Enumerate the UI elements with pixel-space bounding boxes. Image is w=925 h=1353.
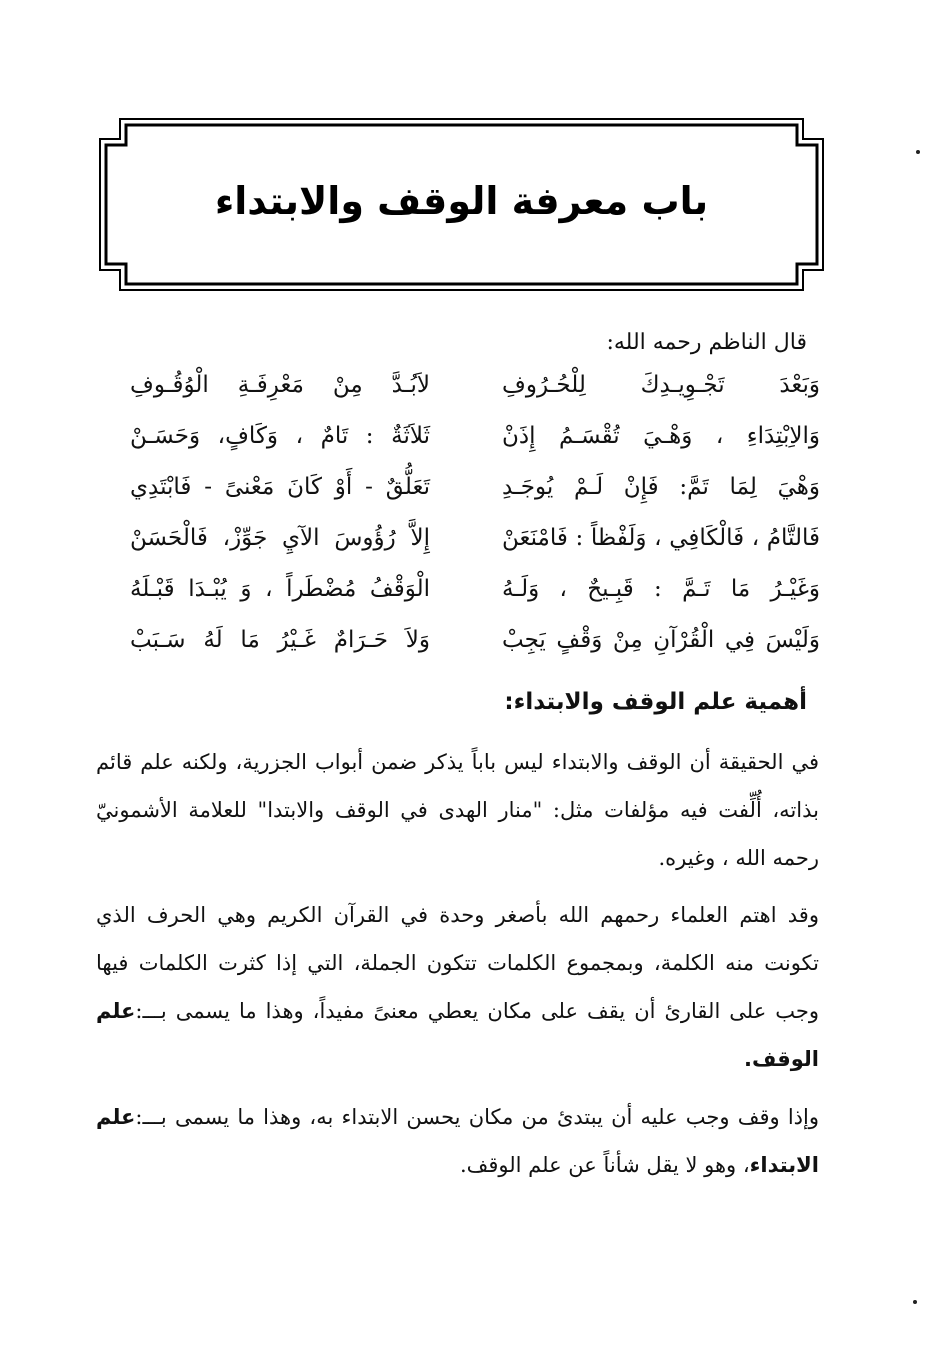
verse-second-hemistich: إِلاَّ رُؤُوسَ الآيِ جَوِّزْ، فَالْحَسَنْ (130, 525, 430, 551)
verse-first-hemistich: وَهْيَ لِمَا تَمَّ: فَإِنْ لَـمْ يُوجَـدِ (502, 474, 820, 500)
paragraph-3 (96, 1093, 819, 1189)
verse-row (120, 474, 820, 525)
paragraph-3-text-b: ، وهو لا يقل شأناً عن علم الوقف. (459, 1153, 750, 1177)
paragraph-2-text: وقد اهتم العلماء رحمهم الله بأصغر وحدة في القرآن الكريم وهي الحرف الذي تكونت منه الكلمة، وبمجموع الكلمات تتكون الجملة، التي إذا كثرت الكلمات فيها وجب على القارئ أن يقف على مكان يعطي معنىً مفيداً، وهذا ما يسمى بـــ: (96, 903, 819, 1023)
intro-line: قال الناظم رحمه الله: (606, 330, 807, 355)
chapter-title: باب معرفة الوقف والابتداء (214, 179, 709, 223)
paragraph-1: في الحقيقة أن الوقف والابتداء ليس باباً يذكر ضمن أبواب الجزرية، ولكنه علم قائم بذاته، أُلِّفت فيه مؤلفات مثل: "منار الهدى في الوقف والابتدا" للعلامة الأشمونيّ رحمه الله ، وغيره. (96, 750, 819, 870)
section-heading: أهمية علم الوقف والابتداء: (504, 689, 807, 715)
verse-row (120, 372, 820, 423)
verse-second-hemistich: لاَبُـدَّ مِنْ مَعْرِفَـةِ الْوُقُـوفِ (130, 372, 430, 398)
verse-second-hemistich: ثَلاَثَةٌ : تَامٌ ، وَكَافٍ، وَحَسَـنْ (130, 423, 430, 449)
verse-row (120, 525, 820, 576)
verse-first-hemistich: وَغَيْـرُ مَا تَـمَّ : قَبِـيحٌ ، وَلَـهُ (502, 576, 820, 602)
scan-speck (913, 1300, 917, 1304)
term-waqf: علم الوقف. (96, 999, 819, 1071)
verse-row (120, 576, 820, 627)
scan-speck (916, 150, 920, 154)
term-ibtida: علم الابتداء (96, 1105, 819, 1177)
verse-second-hemistich: الْوَقْفُ مُضْطَراً ، وَ يُبْـدَا قَبْـلَهُ (130, 576, 430, 602)
verse-first-hemistich: وَبَعْدَ تَجْـوِيـدِكَ لِلْحُـرُوفِ (502, 372, 820, 398)
chapter-title-frame (98, 117, 825, 292)
verse-row (120, 423, 820, 474)
verse-row (120, 627, 820, 678)
poem-verses (120, 372, 820, 678)
verse-second-hemistich: وَلاَ حَـرَامٌ غَـيْرُ مَا لَهُ سَـبَبْ (130, 627, 430, 653)
verse-first-hemistich: وَالاِبْتِدَاءِ ، وَهْـيَ تُقْسَـمُ إِذَنْ (502, 423, 820, 449)
verse-first-hemistich: فَالتَّامُ ، فَالْكَافِي ، وَلَفْظاً : فَامْنَعَنْ (502, 525, 820, 551)
paragraph-2 (96, 891, 819, 1083)
paragraph-3-text-a: وإذا وقف وجب عليه أن يبتدئ من مكان يحسن الابتداء به، وهذا ما يسمى بـــ: (135, 1105, 819, 1129)
verse-second-hemistich: تَعَلُّقٌ - أَوْ كَانَ مَعْنىً - فَابْتَدِي (130, 474, 430, 500)
verse-first-hemistich: وَلَيْسَ فِي الْقُرْآنِ مِنْ وَقْفٍ يَجِبْ (502, 627, 820, 653)
